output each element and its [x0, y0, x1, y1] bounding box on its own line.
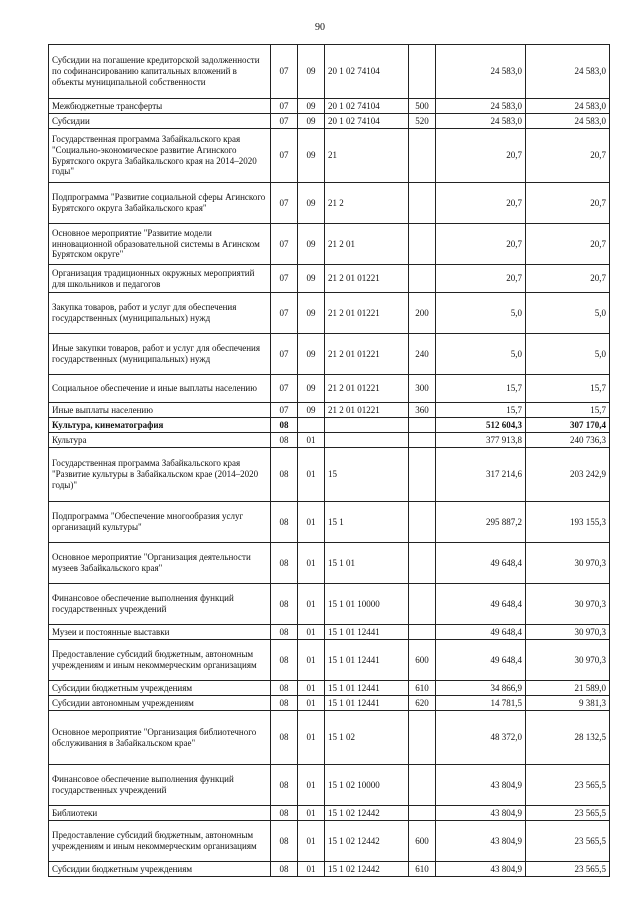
section-code: 08: [271, 543, 298, 584]
amount-first: 14 781,5: [436, 696, 526, 711]
row-name: Иные закупки товаров, работ и услуг для обеспечения государственных (муниципальных) нужд: [49, 334, 271, 375]
subsection-code: 09: [298, 45, 325, 99]
amount-first: 20,7: [436, 183, 526, 224]
expense-type-code: 610: [409, 681, 436, 696]
amount-second: 30 970,3: [526, 625, 610, 640]
amount-second: 5,0: [526, 293, 610, 334]
amount-first: 49 648,4: [436, 625, 526, 640]
amount-first: 5,0: [436, 293, 526, 334]
row-name: Субсидии автономным учреждениям: [49, 696, 271, 711]
table-row: [49, 375, 610, 403]
amount-second: 15,7: [526, 403, 610, 418]
amount-second: 28 132,5: [526, 711, 610, 765]
section-code: 07: [271, 334, 298, 375]
section-code: 08: [271, 584, 298, 625]
amount-first: 24 583,0: [436, 114, 526, 129]
target-article-code: 15 1 02 12442: [325, 862, 409, 877]
section-code: 07: [271, 403, 298, 418]
amount-first: 377 913,8: [436, 433, 526, 448]
target-article-code: 21 2 01 01221: [325, 375, 409, 403]
expense-type-code: [409, 265, 436, 293]
amount-second: 30 970,3: [526, 640, 610, 681]
section-code: 07: [271, 99, 298, 114]
subsection-code: 09: [298, 224, 325, 265]
target-article-code: [325, 418, 409, 433]
subsection-code: 01: [298, 625, 325, 640]
amount-first: 43 804,9: [436, 821, 526, 862]
subsection-code: 01: [298, 433, 325, 448]
subsection-code: 01: [298, 806, 325, 821]
table-row: [49, 403, 610, 418]
target-article-code: 15: [325, 448, 409, 502]
expense-type-code: [409, 183, 436, 224]
expense-type-code: 300: [409, 375, 436, 403]
subsection-code: 09: [298, 129, 325, 183]
subsection-code: 01: [298, 640, 325, 681]
table-row: [49, 765, 610, 806]
section-code: 08: [271, 711, 298, 765]
subsection-code: 01: [298, 681, 325, 696]
section-code: 07: [271, 375, 298, 403]
target-article-code: 15 1 02 12442: [325, 821, 409, 862]
expense-type-code: 600: [409, 821, 436, 862]
amount-second: 23 565,5: [526, 862, 610, 877]
section-code: 07: [271, 224, 298, 265]
row-name: Основное мероприятие "Организация библиотечного обслуживания в Забайкальском крае": [49, 711, 271, 765]
section-code: 07: [271, 293, 298, 334]
target-article-code: 15 1 01 10000: [325, 584, 409, 625]
expense-type-code: 620: [409, 696, 436, 711]
amount-first: 34 866,9: [436, 681, 526, 696]
amount-first: 5,0: [436, 334, 526, 375]
table-row: [49, 418, 610, 433]
expense-type-code: 360: [409, 403, 436, 418]
amount-second: 30 970,3: [526, 543, 610, 584]
expense-type-code: [409, 448, 436, 502]
amount-first: 49 648,4: [436, 640, 526, 681]
table-row: [49, 45, 610, 99]
amount-first: 48 372,0: [436, 711, 526, 765]
expense-type-code: [409, 765, 436, 806]
section-code: 08: [271, 806, 298, 821]
table-row: [49, 183, 610, 224]
row-name: Субсидии бюджетным учреждениям: [49, 681, 271, 696]
subsection-code: 01: [298, 448, 325, 502]
target-article-code: 20 1 02 74104: [325, 114, 409, 129]
expense-type-code: [409, 711, 436, 765]
table-row: [49, 806, 610, 821]
target-article-code: 15 1 02: [325, 711, 409, 765]
expense-type-code: 610: [409, 862, 436, 877]
table-row: [49, 334, 610, 375]
table-row: [49, 711, 610, 765]
amount-second: 9 381,3: [526, 696, 610, 711]
target-article-code: 20 1 02 74104: [325, 45, 409, 99]
section-code: 08: [271, 418, 298, 433]
amount-first: 49 648,4: [436, 543, 526, 584]
target-article-code: 15 1: [325, 502, 409, 543]
expense-type-code: 500: [409, 99, 436, 114]
section-code: 08: [271, 640, 298, 681]
expense-type-code: [409, 129, 436, 183]
row-name: Финансовое обеспечение выполнения функций государственных учреждений: [49, 765, 271, 806]
amount-first: 43 804,9: [436, 806, 526, 821]
expense-type-code: 200: [409, 293, 436, 334]
table-row: [49, 448, 610, 502]
amount-second: 24 583,0: [526, 99, 610, 114]
page-number: 90: [315, 22, 325, 33]
amount-first: 43 804,9: [436, 765, 526, 806]
table-row: [49, 696, 610, 711]
row-name: Субсидии: [49, 114, 271, 129]
amount-second: 15,7: [526, 375, 610, 403]
section-code: 08: [271, 696, 298, 711]
row-name: Организация традиционных окружных мероприятий для школьников и педагогов: [49, 265, 271, 293]
amount-second: 30 970,3: [526, 584, 610, 625]
subsection-code: 01: [298, 821, 325, 862]
target-article-code: 21 2 01 01221: [325, 334, 409, 375]
amount-second: 240 736,3: [526, 433, 610, 448]
row-name: Социальное обеспечение и иные выплаты населению: [49, 375, 271, 403]
target-article-code: [325, 433, 409, 448]
target-article-code: 15 1 02 12442: [325, 806, 409, 821]
table-row: [49, 821, 610, 862]
table-row: [49, 862, 610, 877]
subsection-code: 01: [298, 543, 325, 584]
target-article-code: 21 2 01 01221: [325, 403, 409, 418]
amount-second: 203 242,9: [526, 448, 610, 502]
target-article-code: 15 1 01: [325, 543, 409, 584]
subsection-code: 01: [298, 711, 325, 765]
row-name: Межбюджетные трансферты: [49, 99, 271, 114]
amount-second: 23 565,5: [526, 806, 610, 821]
subsection-code: 09: [298, 375, 325, 403]
amount-first: 295 887,2: [436, 502, 526, 543]
section-code: 08: [271, 765, 298, 806]
expense-type-code: [409, 543, 436, 584]
target-article-code: 21 2 01 01221: [325, 293, 409, 334]
amount-second: 20,7: [526, 224, 610, 265]
expense-type-code: [409, 433, 436, 448]
row-name: Музеи и постоянные выставки: [49, 625, 271, 640]
subsection-code: 09: [298, 403, 325, 418]
amount-first: 15,7: [436, 403, 526, 418]
target-article-code: 15 1 01 12441: [325, 681, 409, 696]
amount-first: 20,7: [436, 265, 526, 293]
subsection-code: 09: [298, 114, 325, 129]
target-article-code: 15 1 01 12441: [325, 625, 409, 640]
row-name: Иные выплаты населению: [49, 403, 271, 418]
target-article-code: 21: [325, 129, 409, 183]
amount-first: 317 214,6: [436, 448, 526, 502]
table-row: [49, 224, 610, 265]
subsection-code: 09: [298, 334, 325, 375]
subsection-code: 01: [298, 584, 325, 625]
target-article-code: 15 1 01 12441: [325, 696, 409, 711]
amount-second: 24 583,0: [526, 114, 610, 129]
table-row: [49, 502, 610, 543]
section-code: 08: [271, 448, 298, 502]
target-article-code: 21 2 01: [325, 224, 409, 265]
amount-second: 20,7: [526, 183, 610, 224]
table-body: [49, 45, 610, 877]
row-name: Субсидии бюджетным учреждениям: [49, 862, 271, 877]
subsection-code: 01: [298, 696, 325, 711]
expense-type-code: [409, 584, 436, 625]
amount-second: 21 589,0: [526, 681, 610, 696]
row-name: Основное мероприятие "Развитие модели инновационной образовательной системы в Агинском Бурятском округе": [49, 224, 271, 265]
row-name: Подпрограмма "Развитие социальной сферы Агинского Бурятского округа Забайкальского края": [49, 183, 271, 224]
expense-type-code: 520: [409, 114, 436, 129]
target-article-code: 20 1 02 74104: [325, 99, 409, 114]
amount-first: 24 583,0: [436, 45, 526, 99]
section-code: 08: [271, 681, 298, 696]
section-code: 07: [271, 183, 298, 224]
row-name: Культура, кинематография: [49, 418, 271, 433]
section-code: 08: [271, 433, 298, 448]
section-code: 07: [271, 45, 298, 99]
subsection-code: 01: [298, 502, 325, 543]
table-row: [49, 681, 610, 696]
subsection-code: 09: [298, 265, 325, 293]
target-article-code: 15 1 02 10000: [325, 765, 409, 806]
section-code: 08: [271, 625, 298, 640]
amount-second: 24 583,0: [526, 45, 610, 99]
subsection-code: 09: [298, 183, 325, 224]
amount-first: 20,7: [436, 129, 526, 183]
row-name: Культура: [49, 433, 271, 448]
table-row: [49, 99, 610, 114]
amount-second: 5,0: [526, 334, 610, 375]
target-article-code: 15 1 01 12441: [325, 640, 409, 681]
row-name: Финансовое обеспечение выполнения функций государственных учреждений: [49, 584, 271, 625]
table-row: [49, 625, 610, 640]
target-article-code: 21 2: [325, 183, 409, 224]
section-code: 08: [271, 862, 298, 877]
row-name: Субсидии на погашение кредиторской задолженности по софинансированию капитальных вложений в объекты муниципальной собственности: [49, 45, 271, 99]
subsection-code: 01: [298, 765, 325, 806]
row-name: Основное мероприятие "Организация деятельности музеев Забайкальского края": [49, 543, 271, 584]
amount-second: 20,7: [526, 129, 610, 183]
row-name: Закупка товаров, работ и услуг для обеспечения государственных (муниципальных) нужд: [49, 293, 271, 334]
expense-type-code: 240: [409, 334, 436, 375]
section-code: 08: [271, 502, 298, 543]
table-row: [49, 114, 610, 129]
amount-first: 43 804,9: [436, 862, 526, 877]
expense-type-code: [409, 418, 436, 433]
amount-second: 23 565,5: [526, 765, 610, 806]
expense-type-code: 600: [409, 640, 436, 681]
expense-type-code: [409, 502, 436, 543]
row-name: Подпрограмма "Обеспечение многообразия услуг организаций культуры": [49, 502, 271, 543]
expense-type-code: [409, 45, 436, 99]
amount-first: 512 604,3: [436, 418, 526, 433]
table-row: [49, 265, 610, 293]
row-name: Библиотеки: [49, 806, 271, 821]
table-row: [49, 640, 610, 681]
amount-first: 15,7: [436, 375, 526, 403]
section-code: 07: [271, 114, 298, 129]
subsection-code: [298, 418, 325, 433]
row-name: Государственная программа Забайкальского края "Социально-экономическое развитие Агинского Бурятского округа Забайкальского края на 2014–2020 годы": [49, 129, 271, 183]
row-name: Государственная программа Забайкальского края "Развитие культуры в Забайкальском крае (2014–2020 годы)": [49, 448, 271, 502]
budget-table: [48, 44, 610, 877]
expense-type-code: [409, 806, 436, 821]
table-row: [49, 543, 610, 584]
amount-second: 20,7: [526, 265, 610, 293]
expense-type-code: [409, 625, 436, 640]
section-code: 08: [271, 821, 298, 862]
row-name: Предоставление субсидий бюджетным, автономным учреждениям и иным некоммерческим организациям: [49, 640, 271, 681]
table-row: [49, 584, 610, 625]
amount-first: 49 648,4: [436, 584, 526, 625]
row-name: Предоставление субсидий бюджетным, автономным учреждениям и иным некоммерческим организациям: [49, 821, 271, 862]
section-code: 07: [271, 265, 298, 293]
section-code: 07: [271, 129, 298, 183]
expense-type-code: [409, 224, 436, 265]
amount-first: 24 583,0: [436, 99, 526, 114]
amount-second: 193 155,3: [526, 502, 610, 543]
amount-second: 23 565,5: [526, 821, 610, 862]
subsection-code: 09: [298, 293, 325, 334]
amount-second: 307 170,4: [526, 418, 610, 433]
subsection-code: 09: [298, 99, 325, 114]
amount-first: 20,7: [436, 224, 526, 265]
table-row: [49, 293, 610, 334]
subsection-code: 01: [298, 862, 325, 877]
target-article-code: 21 2 01 01221: [325, 265, 409, 293]
table-row: [49, 129, 610, 183]
table-row: [49, 433, 610, 448]
